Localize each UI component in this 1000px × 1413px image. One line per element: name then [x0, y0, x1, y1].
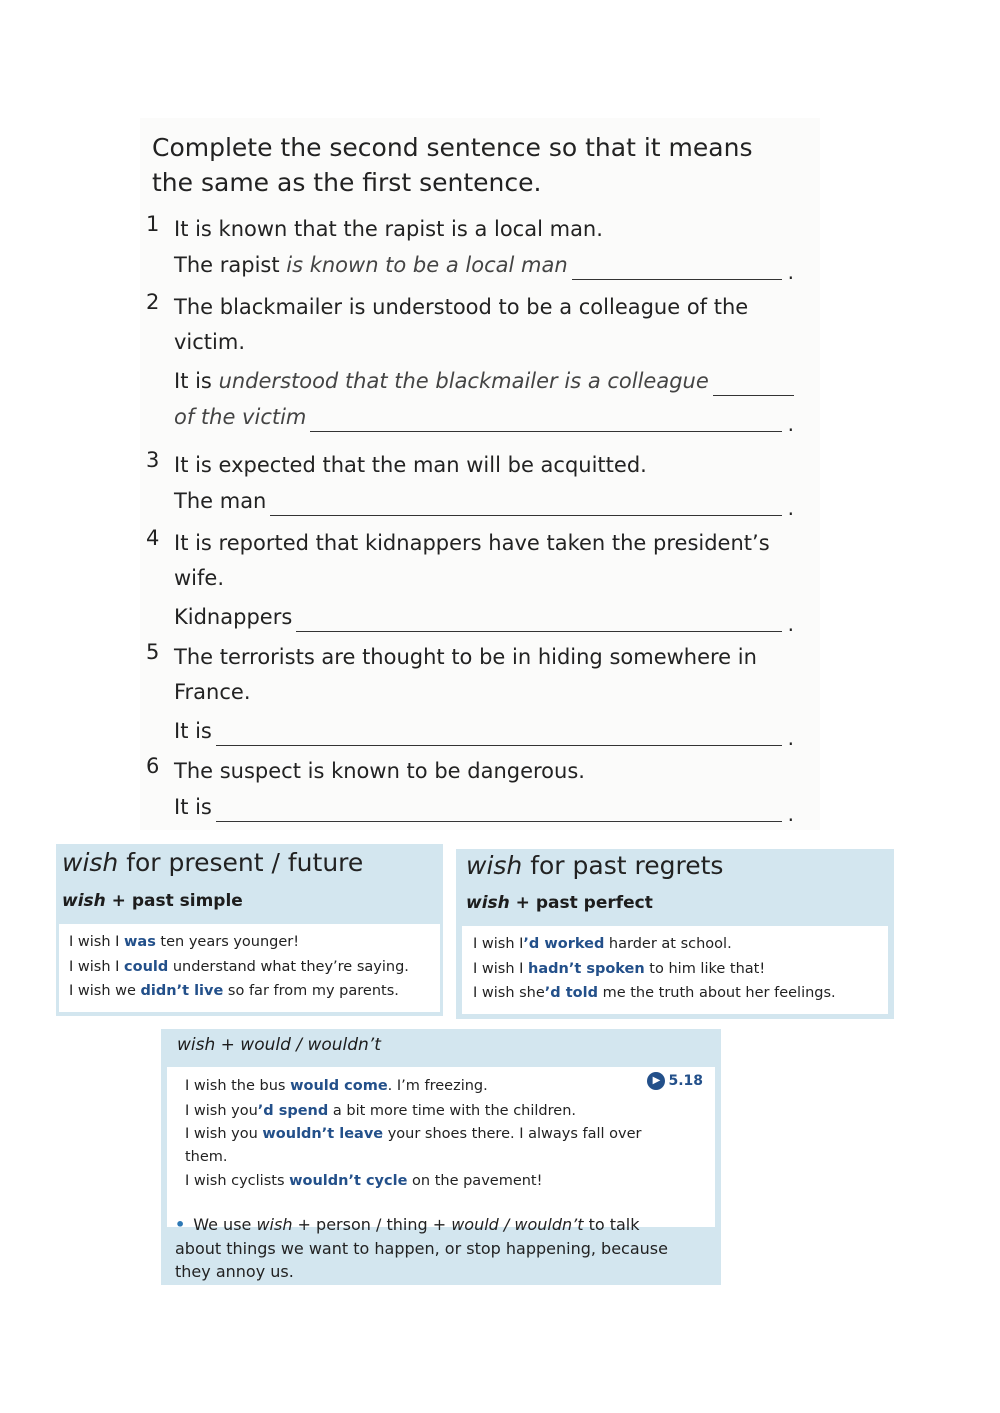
full-stop: . [787, 496, 794, 520]
answer-line-continued[interactable] [174, 400, 794, 436]
box-subheading [62, 891, 243, 911]
item-number: 6 [146, 754, 160, 778]
full-stop: . [787, 612, 794, 636]
exercise-instructions: Complete the second sentence so that it means the same as the first sentence. [152, 133, 753, 197]
answer-line[interactable] [174, 714, 794, 750]
item-number: 5 [146, 640, 160, 664]
answer-line[interactable] [174, 248, 794, 284]
item-number: 2 [146, 290, 160, 314]
sentence-start: The man [174, 489, 267, 513]
audio-track-number: 5.18 [668, 1073, 703, 1089]
examples-panel [59, 924, 440, 1012]
example-sentence: I wish we didn’t live so far from my parents. [69, 983, 399, 999]
full-stop: . [787, 802, 794, 826]
example-sentence: I wish I was ten years younger! [69, 934, 300, 950]
box-heading [466, 851, 723, 880]
speaker-icon: ▶ [647, 1072, 665, 1090]
answer-line[interactable] [174, 600, 794, 636]
full-stop: . [787, 260, 794, 284]
audio-track[interactable] [647, 1072, 703, 1090]
item-prompt: The suspect is known to be dangerous. [174, 759, 585, 783]
answer-rule [174, 745, 782, 746]
item-prompt: It is reported that kidnappers have taken the president’s wife. [174, 531, 770, 590]
box-heading [62, 848, 363, 877]
item-prompt: It is known that the rapist is a local man. [174, 217, 603, 241]
grammar-box-present-future [56, 844, 443, 1016]
example-sentence: I wish you’d spend a bit more time with the children. [185, 1102, 576, 1119]
heading-text: for present / future [118, 848, 364, 877]
subheading-keyword: wish [62, 891, 106, 911]
example-sentence: I wish you wouldn’t leave your shoes there. I always fall over [185, 1126, 642, 1142]
example-sentence: I wish I’d worked harder at school. [473, 936, 732, 952]
examples-panel [167, 1067, 715, 1227]
item-prompt: The blackmailer is understood to be a colleague of the victim. [174, 295, 749, 354]
examples-panel [462, 926, 888, 1014]
item-number: 4 [146, 526, 160, 550]
answer-line[interactable] [174, 790, 794, 826]
example-sentence: I wish I could understand what they’re saying. [69, 958, 409, 975]
example-sentence: I wish the bus would come. I’m freezing. [185, 1078, 488, 1094]
example-sentence: I wish she’d told me the truth about her feelings. [473, 985, 836, 1001]
answer-rule [174, 821, 782, 822]
heading-keyword: wish [62, 848, 119, 877]
grammar-box-would [161, 1029, 721, 1285]
answer-text: understood that the blackmailer is a colleague [218, 369, 709, 393]
subheading-text: + past simple [105, 891, 243, 911]
example-sentence: I wish cyclists wouldn’t cycle on the pavement! [185, 1173, 543, 1189]
sentence-start: Kidnappers [174, 605, 293, 629]
usage-note: • We use wish + person / thing + would / wouldn’t to talk about things we want to happen, or stop happening, because they annoy us. [175, 1215, 668, 1281]
sentence-start: The rapist [174, 253, 287, 277]
box-subheading: wish + would / wouldn’t [177, 1035, 381, 1055]
example-sentence-continued: them. [185, 1149, 228, 1165]
item-prompt: It is expected that the man will be acquitted. [174, 453, 647, 477]
exercise-section [140, 118, 820, 830]
full-stop: . [787, 726, 794, 750]
answer-text-continued: of the victim [174, 400, 310, 434]
subheading-text: + past perfect [509, 893, 653, 913]
answer-text: is known to be a local man [286, 253, 568, 277]
item-number: 3 [146, 448, 160, 472]
sentence-start: It is [174, 795, 212, 819]
answer-line[interactable] [174, 364, 794, 400]
sentence-start: It is [174, 369, 219, 393]
example-sentence: I wish I hadn’t spoken to him like that! [473, 960, 766, 977]
item-prompt: The terrorists are thought to be in hiding somewhere in France. [174, 645, 757, 704]
heading-text: for past regrets [522, 851, 724, 880]
heading-keyword: wish [466, 851, 523, 880]
bullet-icon: • [175, 1215, 186, 1234]
box-subheading [466, 893, 653, 913]
grammar-box-past-regrets [456, 849, 894, 1019]
sentence-start: It is [174, 719, 212, 743]
subheading-keyword: wish [466, 893, 510, 913]
full-stop: . [787, 412, 794, 436]
item-number: 1 [146, 212, 160, 236]
answer-line[interactable] [174, 484, 794, 520]
